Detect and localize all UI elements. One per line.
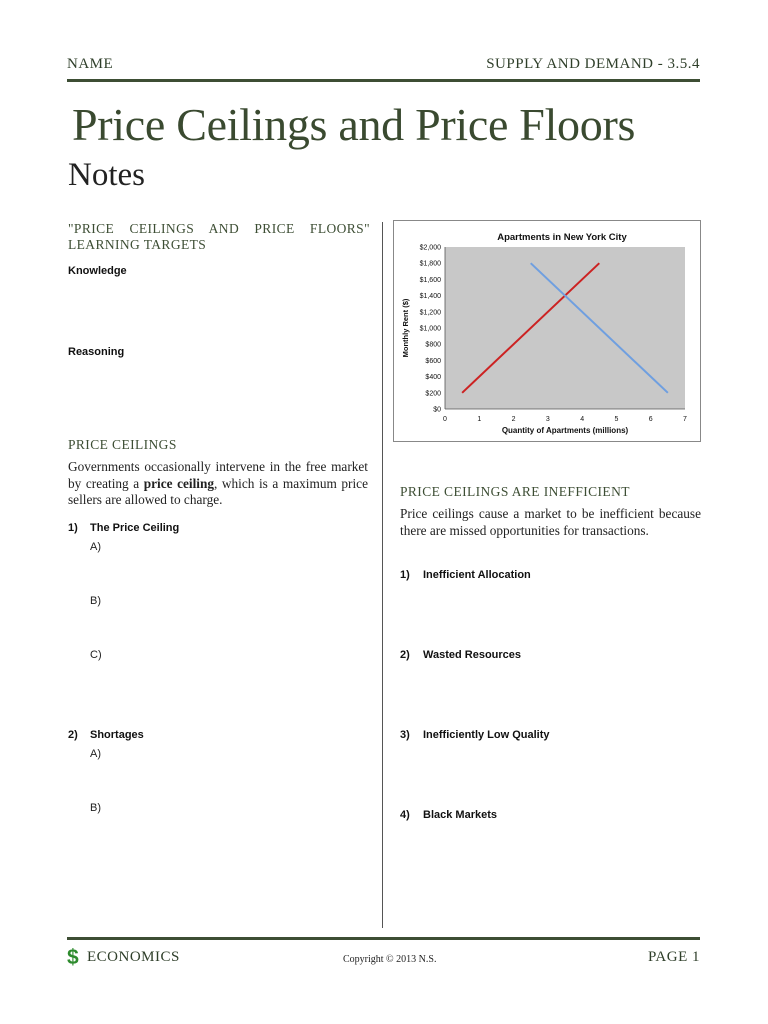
inefficient-text: Price ceilings cause a market to be inefficient because there are missed opportunities for transactions.	[400, 506, 701, 538]
x-tick-label: 4	[580, 416, 585, 423]
x-tick-label: 6	[648, 416, 653, 423]
sub-item-a: A)	[90, 541, 101, 553]
learning-targets-heading: "PRICE CEILINGS AND PRICE FLOORS" LEARNING TARGETS	[68, 221, 370, 252]
page-title: Price Ceilings and Price Floors	[72, 99, 636, 150]
item-number: 1)	[68, 522, 78, 534]
price-ceiling-term: price ceiling	[143, 475, 215, 491]
y-tick-label: $1,800	[419, 260, 441, 268]
unit-label: SUPPLY AND DEMAND - 3.5.4	[486, 56, 700, 72]
low-quality-label: Inefficiently Low Quality	[423, 729, 550, 741]
knowledge-label: Knowledge	[68, 265, 127, 277]
price-ceiling-item-label: The Price Ceiling	[90, 522, 180, 534]
inefficient-allocation-label: Inefficient Allocation	[423, 569, 531, 581]
x-axis-label: Quantity of Apartments (millions)	[501, 426, 629, 435]
price-ceilings-heading: PRICE CEILINGS	[68, 437, 177, 452]
y-tick-label: $1,000	[419, 325, 441, 333]
reasoning-label: Reasoning	[68, 346, 125, 358]
footer-brand: ECONOMICS	[87, 949, 180, 965]
page-subtitle: Notes	[68, 157, 145, 193]
price-ceilings-text: Governments occasionally intervene in the free market by creating a price ceiling, which is a maximum price sellers are allowed to charge.	[68, 459, 368, 507]
x-tick-label: 1	[477, 416, 482, 423]
x-tick-label: 3	[545, 416, 550, 423]
column-divider	[382, 222, 383, 928]
sub-item-b: B)	[90, 595, 101, 607]
chart-svg	[394, 221, 700, 441]
shortages-item-label: Shortages	[90, 729, 144, 741]
y-axis-label: Monthly Rent ($)	[401, 298, 410, 358]
x-tick-label: 7	[683, 416, 687, 423]
item-number: 4)	[400, 809, 410, 821]
sub-item-a: A)	[90, 748, 101, 760]
footer-copyright: Copyright © 2013 N.S.	[343, 954, 437, 965]
name-label: NAME	[67, 56, 114, 72]
y-tick-label: $1,400	[419, 293, 441, 301]
y-tick-label: $1,200	[419, 309, 441, 317]
plot-area	[445, 247, 685, 409]
y-tick-label: $2,000	[419, 244, 441, 252]
item-number: 1)	[400, 569, 410, 581]
x-tick-label: 0	[443, 416, 447, 423]
header-rule	[67, 79, 700, 82]
y-tick-label: $800	[425, 341, 441, 349]
rent-chart	[393, 220, 701, 442]
inefficient-heading: PRICE CEILINGS ARE INEFFICIENT	[400, 484, 630, 499]
y-tick-label: $0	[433, 406, 441, 414]
y-tick-label: $200	[425, 390, 441, 398]
item-number: 2)	[400, 649, 410, 661]
footer-page-number: PAGE 1	[647, 949, 700, 965]
y-tick-label: $1,600	[419, 276, 441, 284]
y-tick-label: $400	[425, 374, 441, 382]
y-tick-label: $600	[425, 357, 441, 365]
x-tick-label: 2	[511, 416, 516, 423]
wasted-resources-label: Wasted Resources	[423, 649, 522, 661]
x-tick-label: 5	[614, 416, 619, 423]
item-number: 2)	[68, 729, 78, 741]
dollar-icon: $	[67, 946, 79, 969]
footer-rule	[67, 937, 700, 940]
item-number: 3)	[400, 729, 410, 741]
sub-item-c: C)	[90, 649, 102, 661]
black-markets-label: Black Markets	[423, 809, 497, 821]
chart-title: Apartments in New York City	[497, 232, 627, 243]
sub-item-b: B)	[90, 802, 101, 814]
